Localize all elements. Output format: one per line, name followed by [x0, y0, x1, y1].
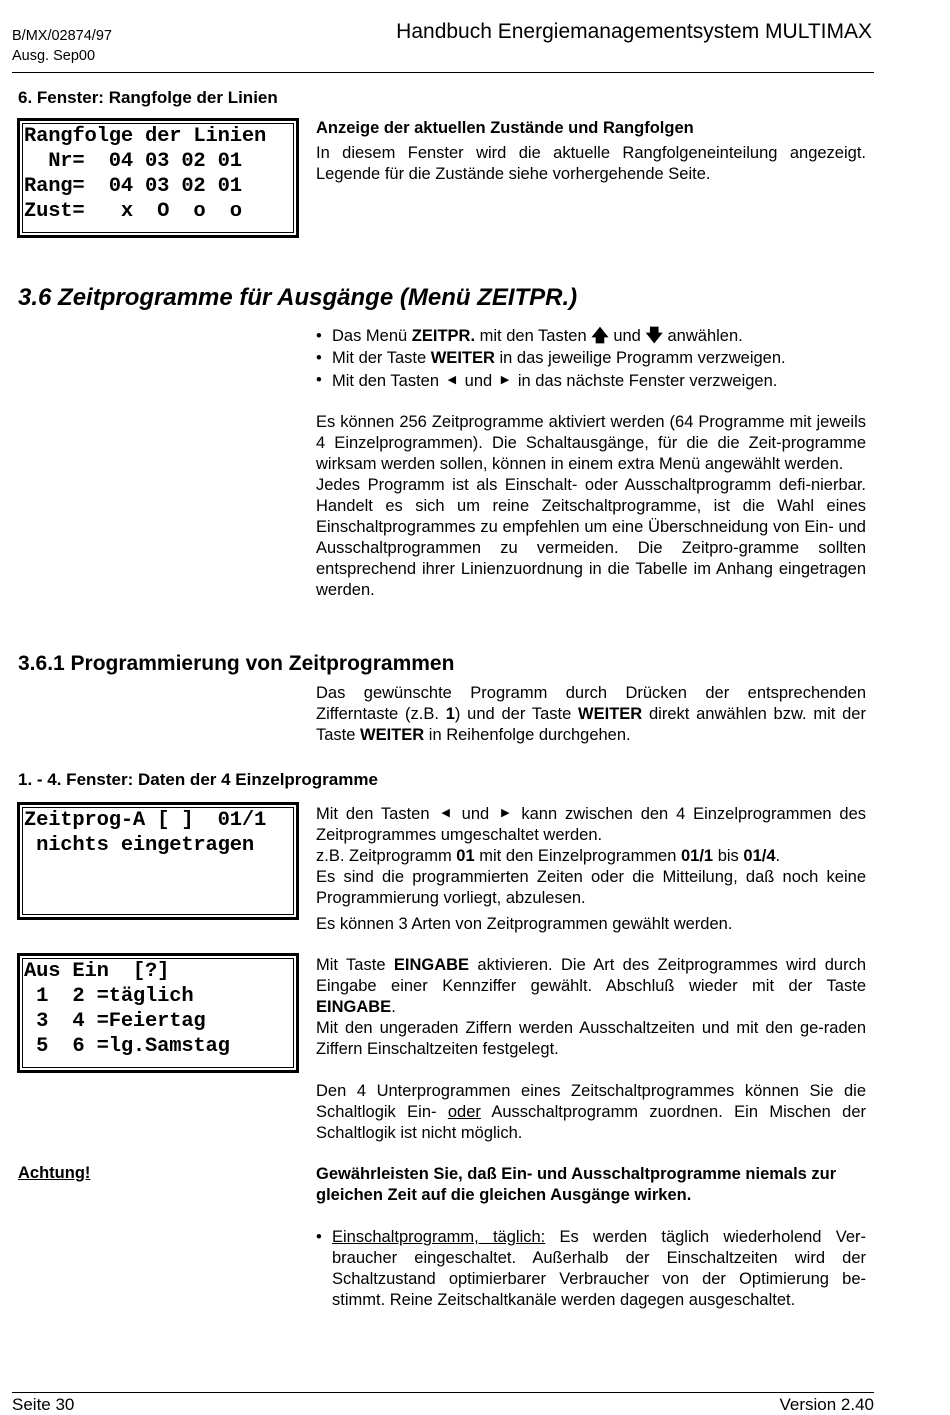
section-3-6-1-title: 3.6.1 Programmierung von Zeitprogrammen [18, 652, 455, 675]
bullet-weiter: • Mit der Taste WEITER in das jeweilige Programm verzweigen. [316, 347, 866, 369]
footer-rule [12, 1392, 874, 1393]
triangle-left-icon: ◀ [441, 807, 450, 819]
page-number: Seite 30 [12, 1395, 75, 1414]
lcd-line: Rangfolge der Linien [24, 125, 267, 148]
window6-heading: 6. Fenster: Rangfolge der Linien [18, 88, 278, 107]
section-3-6-bullets [316, 325, 866, 392]
lcd-line: 1 2 =täglich [24, 985, 194, 1008]
version: Version 2.40 [779, 1395, 874, 1414]
header-rule [12, 72, 874, 73]
window1-4-description [316, 803, 866, 935]
lcd-line: nichts eingetragen [24, 834, 254, 857]
section-3-6-body [316, 412, 866, 601]
program-type-description [316, 955, 866, 1144]
paragraph: Mit den Tasten ◀ und ▶ kann zwischen den 4 Einzelprogrammen des Zeitprogrammes umgeschaltet werden. [316, 805, 867, 844]
lcd-line: Nr= 04 03 02 01 [24, 150, 242, 173]
arrow-down-icon: 🡇 [645, 326, 663, 345]
warning-label: Achtung! [18, 1164, 91, 1182]
paragraph: Es sind die programmierten Zeiten oder die Mitteilung, daß noch keine Programmierung vorliegt, abzulesen. [316, 868, 866, 907]
window6-desc-text: In diesem Fenster wird die aktuelle Rangfolgeneinteilung angezeigt. Legende für die Zustände siehe vorhergehende Seite. [316, 144, 866, 183]
lcd-program-type [17, 953, 299, 1073]
program-types-list [316, 1227, 866, 1311]
paragraph: Mit Taste EINGABE aktivieren. Die Art des Zeitprogrammes wird durch Eingabe einer Kennziffer gewählt. Abschluß wieder mit der Taste EINGABE. [316, 956, 866, 1016]
bullet-menu-select: • Das Menü ZEITPR. mit den Tasten 🡅 und 🡇 anwählen. [316, 325, 866, 347]
paragraph: Jedes Programm ist als Einschalt- oder Ausschaltprogramm defi-nierbar. Handelt es sich um reine Zeitschaltprogramme, ist die Wahl eines Einschaltprogrammes zu empfehlen um eine Überschneidung von Ein- und Ausschaltprogrammen zu vermeiden. Die Zeitpro-gramme sollten entsprechend ihrer Linienzuordnung in die Tabelle im Anhang eingetragen werden. [316, 476, 866, 599]
lcd-line: 5 6 =lg.Samstag [24, 1035, 230, 1058]
window6-description [316, 119, 866, 185]
edition: Ausg. Sep00 [12, 48, 96, 64]
lcd-line: Zeitprog-A [ ] 01/1 [24, 809, 267, 832]
triangle-right-icon: ▶ [501, 807, 510, 819]
window1-4-heading: 1. - 4. Fenster: Daten der 4 Einzelprogramme [18, 770, 378, 789]
doc-number: B/MX/02874/97 [12, 28, 112, 44]
document-id [12, 26, 112, 66]
header-title: Handbuch Energiemanagementsystem MULTIMAX [396, 20, 872, 43]
window6-desc-title: Anzeige der aktuellen Zustände und Rangfolgen [316, 119, 694, 137]
paragraph: z.B. Zeitprogramm 01 mit den Einzelprogrammen 01/1 bis 01/4. [316, 847, 781, 865]
bullet-next-window: • Mit den Tasten ◀ und ▶ in das nächste Fenster verzweigen. [316, 369, 866, 392]
lcd-line: Rang= 04 03 02 01 [24, 175, 242, 198]
arrow-up-icon: 🡅 [591, 326, 609, 345]
bullet-daily-on-program: • Einschaltprogramm, täglich: Es werden täglich wiederholend Ver-braucher eingeschaltet. Außerhalb der Einschaltzeiten wird der Schaltzustand optimierbarer Verbraucher von der Optimierung be-stimmt. Reine Zeitschaltkanäle werden dagegen ausgeschaltet. [316, 1227, 866, 1311]
paragraph: Den 4 Unterprogrammen eines Zeitschaltprogrammes können Sie die Schaltlogik Ein- oder Ausschaltprogramm zuordnen. Ein Mischen der Schaltlogik ist nicht möglich. [316, 1082, 866, 1142]
paragraph: Mit den ungeraden Ziffern werden Ausschaltzeiten und mit den ge-raden Ziffern Einschaltzeiten festgelegt. [316, 1019, 866, 1058]
section-3-6-1-intro: Das gewünschte Programm durch Drücken der entsprechenden Zifferntaste (z.B. 1) und der Taste WEITER direkt anwählen bzw. mit der Taste WEITER in Reihenfolge durchgehen. [316, 684, 866, 744]
warning-text: Gewährleisten Sie, daß Ein- und Ausschaltprogramme niemals zur gleichen Zeit auf die gleichen Ausgänge wirken. [316, 1165, 837, 1204]
paragraph: Es können 3 Arten von Zeitprogrammen gewählt werden. [316, 915, 733, 933]
triangle-right-icon: ▶ [500, 374, 510, 386]
section-3-6-title: 3.6 Zeitprogramme für Ausgänge (Menü ZEITPR.) [18, 284, 578, 311]
lcd-rangfolge [17, 118, 299, 238]
triangle-left-icon: ◀ [447, 374, 457, 386]
lcd-zeitprog [17, 802, 299, 920]
lcd-line: 3 4 =Feiertag [24, 1010, 206, 1033]
lcd-line: Zust= x O o o [24, 200, 242, 223]
paragraph: Es können 256 Zeitprogramme aktiviert werden (64 Programme mit jeweils 4 Einzelprogrammen). Die Schaltausgänge, für die die Zeit-programme wirksam werden sollen, können in einem extra Menü angewählt werden. [316, 413, 866, 473]
lcd-line: Aus Ein [?] [24, 960, 170, 983]
